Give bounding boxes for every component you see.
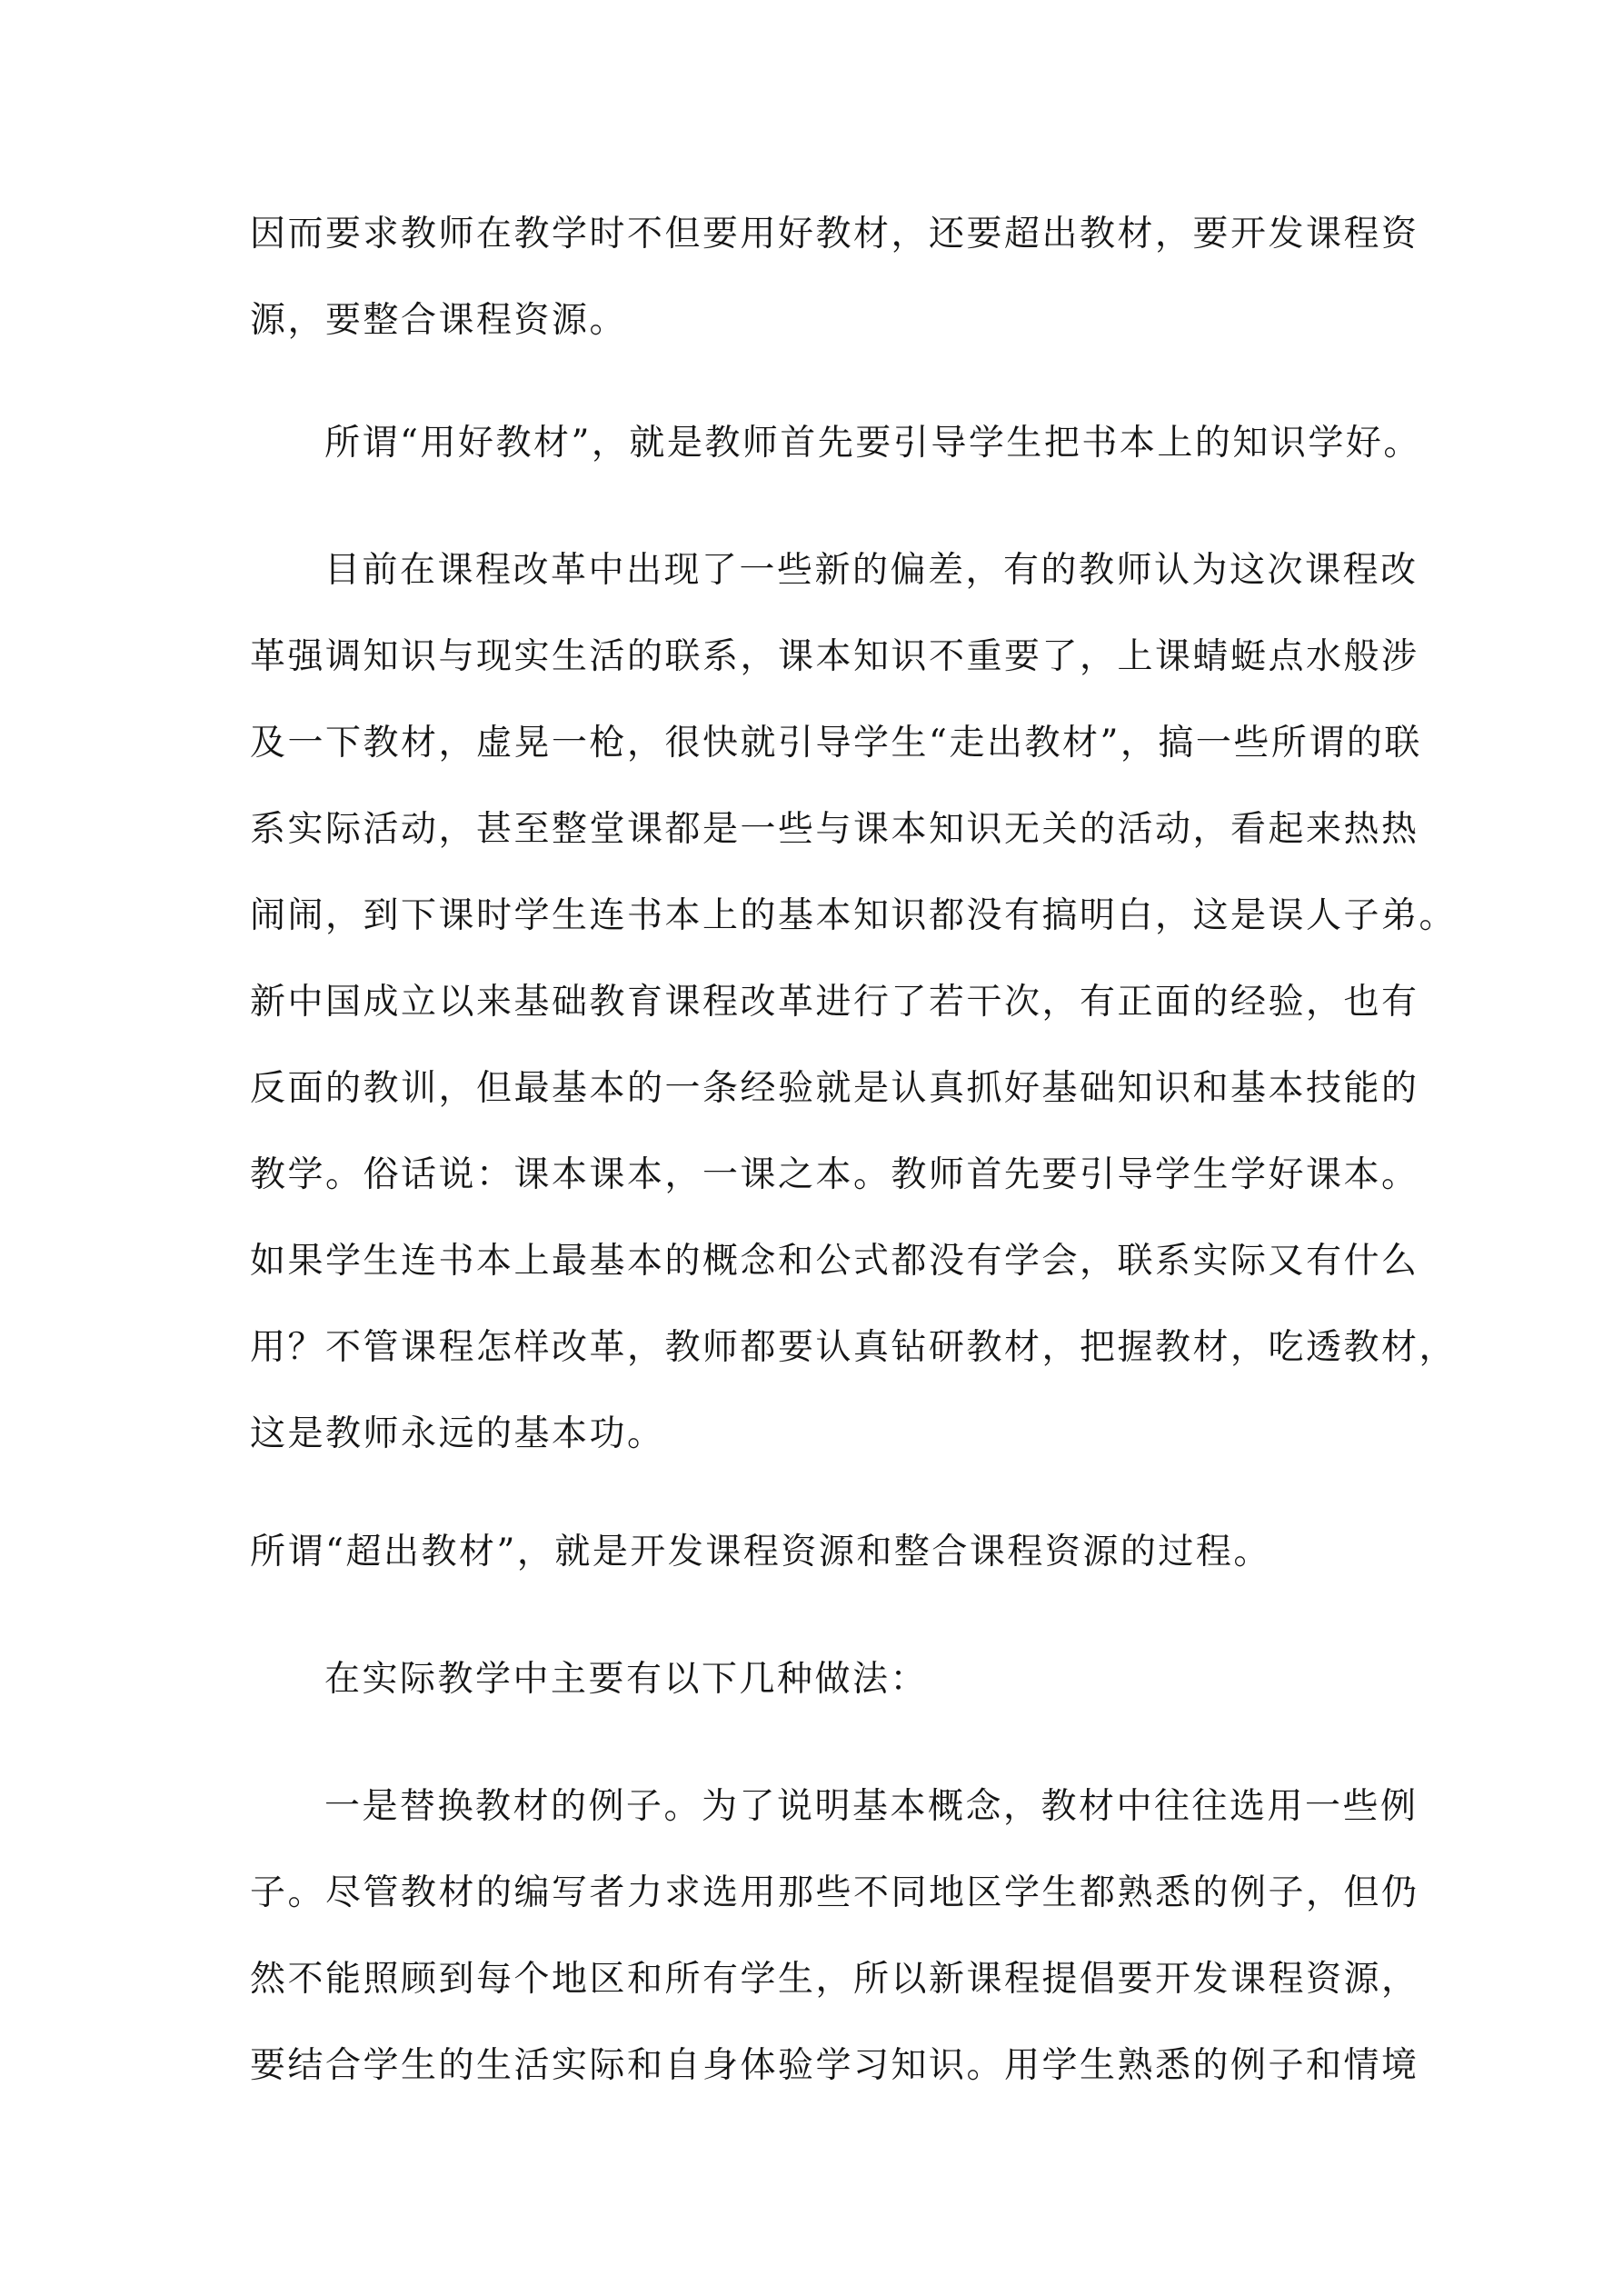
text-line: 反面的教训，但最基本的一条经验就是认真抓好基础知识和基本技能的 — [250, 1068, 1419, 1109]
paragraph-4 — [250, 1509, 1390, 1595]
text-line: 及一下教材，虚晃一枪，很快就引导学生“走出教材”，搞一些所谓的联 — [250, 723, 1422, 764]
text-line: 目前在课程改革中出现了一些新的偏差，有的教师认为这次课程改 — [324, 550, 1419, 591]
text-line: 教学。俗话说：课本课本，一课之本。教师首先要引导学生学好课本。 — [250, 1154, 1419, 1195]
text-line: 所谓“超出教材”，就是开发课程资源和整合课程资源的过程。 — [250, 1532, 1271, 1572]
text-line: 子。尽管教材的编写者力求选用那些不同地区学生都熟悉的例子，但仍 — [250, 1872, 1419, 1913]
text-line: 一是替换教材的例子。为了说明基本概念，教材中往往选用一些例 — [324, 1786, 1419, 1827]
paragraph-1 — [250, 191, 1419, 364]
text-line: 如果学生连书本上最基本的概念和公式都没有学会，联系实际又有什么 — [250, 1241, 1419, 1282]
text-line: 用？不管课程怎样改革，教师都要认真钻研教材，把握教材，吃透教材， — [250, 1327, 1458, 1368]
text-line: 要结合学生的生活实际和自身体验学习知识。用学生熟悉的例子和情境 — [250, 2045, 1419, 2086]
text-line: 所谓“用好教材”，就是教师首先要引导学生把书本上的知识学好。 — [324, 423, 1421, 464]
paragraph-3 — [250, 527, 1458, 1477]
text-line: 闹闹，到下课时学生连书本上的基本知识都没有搞明白，这是误人子弟。 — [250, 895, 1458, 936]
paragraph-6 — [250, 1763, 1419, 2109]
text-line: 然不能照顾到每个地区和所有学生，所以新课程提倡要开发课程资源， — [250, 1959, 1419, 2000]
text-line: 在实际教学中主要有以下几种做法： — [324, 1659, 929, 1700]
text-line: 源，要整合课程资源。 — [250, 300, 628, 341]
text-line: 因而要求教师在教学时不但要用好教材，还要超出教材，要开发课程资 — [250, 214, 1419, 255]
text-line: 新中国成立以来基础教育课程改革进行了若干次，有正面的经验，也有 — [250, 982, 1419, 1023]
text-line: 这是教师永远的基本功。 — [250, 1413, 665, 1454]
text-line: 革强调知识与现实生活的联系，课本知识不重要了，上课蜻蜓点水般涉 — [250, 636, 1419, 677]
text-line: 系实际活动，甚至整堂课都是一些与课本知识无关的活动，看起来热热 — [250, 809, 1419, 850]
paragraph-5 — [250, 1636, 1390, 1722]
paragraph-2 — [250, 400, 1421, 486]
